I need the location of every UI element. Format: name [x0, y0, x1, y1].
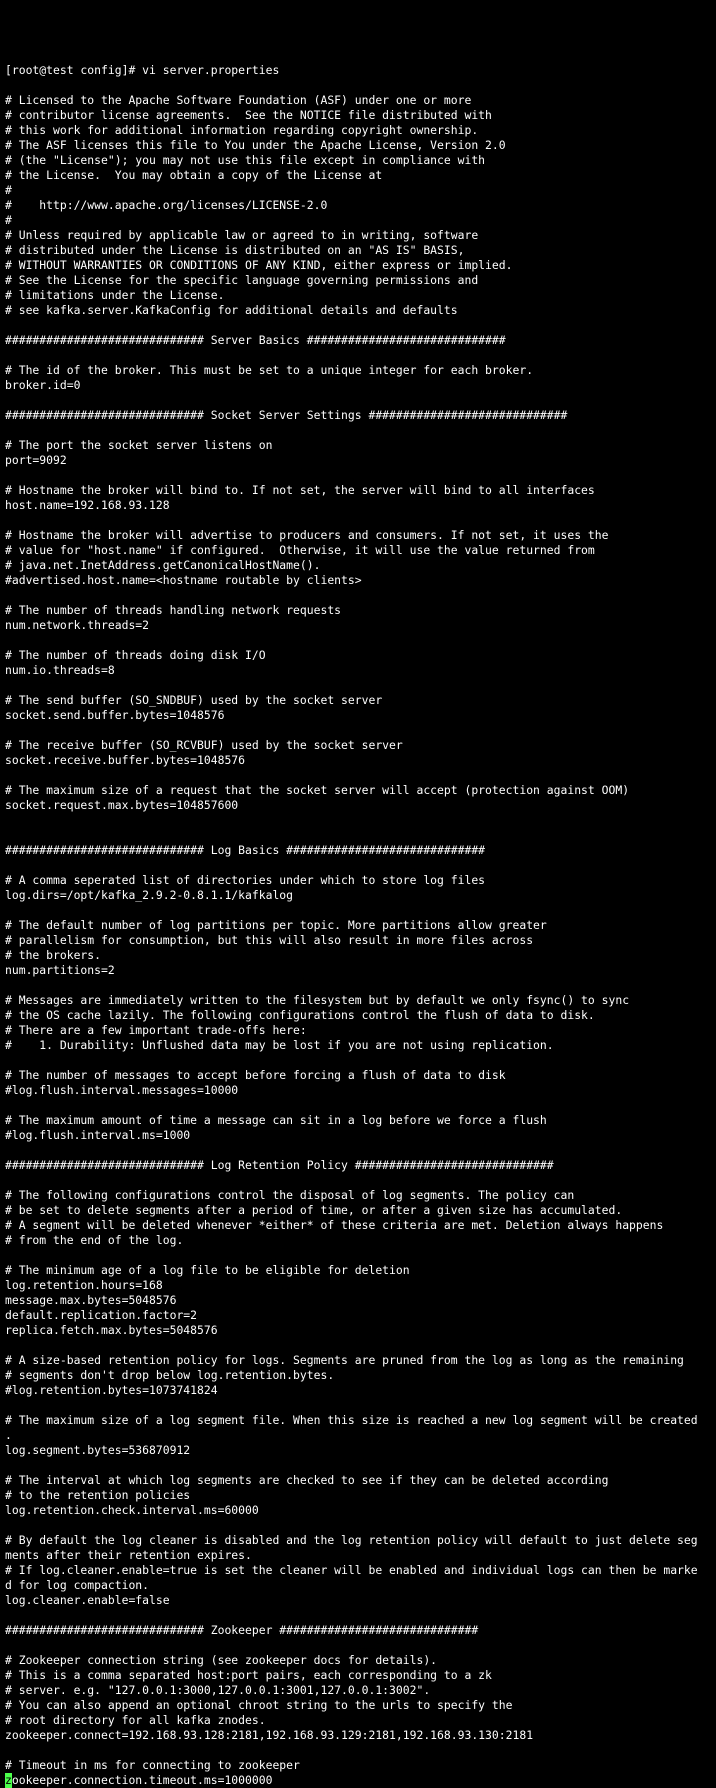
text-line	[5, 903, 711, 918]
text-line: replica.fetch.max.bytes=5048576	[5, 1323, 218, 1337]
text-line: log.segment.bytes=536870912	[5, 1443, 191, 1457]
text-line: # The send buffer (SO_SNDBUF) used by the socket server	[5, 693, 383, 707]
text-line: # The maximum size of a log segment file. When this size is reached a new log segment will be created	[5, 1413, 698, 1427]
text-line: ############################# Log Basics #############################	[5, 843, 486, 857]
text-line: # The id of the broker. This must be set to a unique integer for each broker.	[5, 363, 534, 377]
text-line: # The minimum age of a log file to be eligible for deletion	[5, 1263, 410, 1277]
text-line	[5, 1638, 711, 1653]
text-line	[5, 1458, 711, 1473]
text-line: # WITHOUT WARRANTIES OR CONDITIONS OF ANY KIND, either express or implied.	[5, 258, 513, 272]
text-line: host.name=192.168.93.128	[5, 498, 170, 512]
text-line	[5, 1608, 711, 1623]
text-line: # 1. Durability: Unflushed data may be lost if you are not using replication.	[5, 1038, 554, 1052]
text-line: num.network.threads=2	[5, 618, 150, 632]
text-line: # parallelism for consumption, but this will also result in more files across	[5, 933, 534, 947]
text-line: # the OS cache lazily. The following configurations control the flush of data to disk.	[5, 1008, 595, 1022]
text-line: # contributor license agreements. See the NOTICE file distributed with	[5, 108, 492, 122]
text-line	[5, 1743, 711, 1758]
text-line: ############################# Zookeeper #############################	[5, 1623, 479, 1637]
text-line: # The receive buffer (SO_RCVBUF) used by the socket server	[5, 738, 403, 752]
text-line: #log.retention.bytes=1073741824	[5, 1383, 218, 1397]
text-line: # Zookeeper connection string (see zookeeper docs for details).	[5, 1653, 438, 1667]
text-line: #	[5, 213, 12, 227]
text-line	[5, 393, 711, 408]
text-line: ############################# Server Basics #############################	[5, 333, 506, 347]
text-line: #log.flush.interval.ms=1000	[5, 1128, 191, 1142]
text-line: # There are a few important trade-offs here:	[5, 1023, 307, 1037]
text-line	[5, 423, 711, 438]
text-line	[5, 1518, 711, 1533]
text-line	[5, 723, 711, 738]
text-line: #log.flush.interval.messages=10000	[5, 1083, 239, 1097]
text-line: log.dirs=/opt/kafka_2.9.2-0.8.1.1/kafkalog	[5, 888, 294, 902]
text-line: # see kafka.server.KafkaConfig for additional details and defaults	[5, 303, 458, 317]
text-line: message.max.bytes=5048576	[5, 1293, 177, 1307]
text-line: # to the retention policies	[5, 1488, 191, 1502]
text-line: # The number of threads handling network requests	[5, 603, 342, 617]
text-line: socket.request.max.bytes=104857600	[5, 798, 239, 812]
text-line: # http://www.apache.org/licenses/LICENSE-2.0	[5, 198, 328, 212]
text-line	[5, 1248, 711, 1263]
text-line	[5, 1053, 711, 1068]
text-line	[5, 768, 711, 783]
text-line: log.cleaner.enable=false	[5, 1593, 170, 1607]
text-line: # A segment will be deleted whenever *either* of these criteria are met. Deletion always happens	[5, 1218, 664, 1232]
text-line: # be set to delete segments after a period of time, or after a given size has accumulated.	[5, 1203, 623, 1217]
text-line: log.retention.hours=168	[5, 1278, 163, 1292]
text-line: # this work for additional information regarding copyright ownership.	[5, 123, 479, 137]
text-line: port=9092	[5, 453, 67, 467]
text-line: # A size-based retention policy for logs. Segments are pruned from the log as long as the remaining	[5, 1353, 684, 1367]
text-line: # distributed under the License is distributed on an "AS IS" BASIS,	[5, 243, 465, 257]
text-line: # See the License for the specific language governing permissions and	[5, 273, 479, 287]
text-line: # value for "host.name" if configured. Otherwise, it will use the value returned from	[5, 543, 595, 557]
text-line	[5, 1398, 711, 1413]
text-cursor[interactable]: z	[5, 1773, 12, 1787]
text-line	[5, 318, 711, 333]
text-line: .	[5, 1428, 12, 1442]
text-line: # The port the socket server listens on	[5, 438, 273, 452]
text-line: # segments don't drop below log.retention.bytes.	[5, 1368, 335, 1382]
text-line	[5, 813, 711, 828]
text-line	[5, 633, 711, 648]
text-line: # The maximum size of a request that the socket server will accept (protection against OOM)	[5, 783, 630, 797]
text-line: log.retention.check.interval.ms=60000	[5, 1503, 259, 1517]
text-line: # from the end of the log.	[5, 1233, 184, 1247]
text-line: # Hostname the broker will advertise to producers and consumers. If not set, it uses the	[5, 528, 609, 542]
text-line: # The number of messages to accept before forcing a flush of data to disk	[5, 1068, 506, 1082]
text-line: #advertised.host.name=<hostname routable by clients>	[5, 573, 362, 587]
text-line	[5, 468, 711, 483]
text-line	[5, 1143, 711, 1158]
text-line	[5, 978, 711, 993]
text-line: ments after their retention expires.	[5, 1548, 252, 1562]
text-line	[5, 513, 711, 528]
text-line: # the License. You may obtain a copy of the License at	[5, 168, 383, 182]
text-line	[5, 1338, 711, 1353]
text-line: socket.send.buffer.bytes=1048576	[5, 708, 225, 722]
text-line: # limitations under the License.	[5, 288, 225, 302]
text-line: # The ASF licenses this file to You under the Apache License, Version 2.0	[5, 138, 506, 152]
text-line: # The following configurations control the disposal of log segments. The policy can	[5, 1188, 575, 1202]
text-line: # server. e.g. "127.0.0.1:3000,127.0.0.1:3001,127.0.0.1:3002".	[5, 1683, 431, 1697]
text-line	[5, 348, 711, 363]
text-line: d for log compaction.	[5, 1578, 150, 1592]
text-line: #	[5, 183, 12, 197]
text-line	[5, 828, 711, 843]
text-line: zookeeper.connect=192.168.93.128:2181,192.168.93.129:2181,192.168.93.130:2181	[5, 1728, 534, 1742]
text-line	[5, 78, 711, 93]
text-line: # the brokers.	[5, 948, 102, 962]
text-line	[5, 858, 711, 873]
text-line: # Unless required by applicable law or agreed to in writing, software	[5, 228, 479, 242]
text-line: ############################# Log Retention Policy #############################	[5, 1158, 554, 1172]
line-text: ookeeper.connection.timeout.ms=1000000	[11, 1773, 273, 1787]
text-line: # Licensed to the Apache Software Foundation (ASF) under one or more	[5, 93, 472, 107]
text-line: # This is a comma separated host:port pairs, each corresponding to a zk	[5, 1668, 492, 1682]
text-line	[5, 588, 711, 603]
text-line: [root@test config]# vi server.properties	[5, 63, 280, 77]
text-line: # java.net.InetAddress.getCanonicalHostName().	[5, 558, 321, 572]
text-line: broker.id=0	[5, 378, 81, 392]
text-line: # Hostname the broker will bind to. If not set, the server will bind to all interfaces	[5, 483, 595, 497]
text-line: socket.receive.buffer.bytes=1048576	[5, 753, 246, 767]
text-line: num.partitions=2	[5, 963, 115, 977]
text-line: # Messages are immediately written to the filesystem but by default we only fsync() to sync	[5, 993, 630, 1007]
text-line: # A comma seperated list of directories under which to store log files	[5, 873, 486, 887]
text-line: # The maximum amount of time a message can sit in a log before we force a flush	[5, 1113, 547, 1127]
text-line: # By default the log cleaner is disabled and the log retention policy will default to just delete seg	[5, 1533, 698, 1547]
editor-text-area[interactable]	[5, 18, 711, 1788]
text-line-with-cursor	[5, 1773, 711, 1788]
text-line	[5, 678, 711, 693]
text-line: # The number of threads doing disk I/O	[5, 648, 266, 662]
text-line	[5, 1098, 711, 1113]
text-line: # (the "License"); you may not use this file except in compliance with	[5, 153, 486, 167]
text-line: # The interval at which log segments are checked to see if they can be deleted according	[5, 1473, 609, 1487]
text-line	[5, 1173, 711, 1188]
text-line: ############################# Socket Server Settings #############################	[5, 408, 568, 422]
text-line: # root directory for all kafka znodes.	[5, 1713, 266, 1727]
text-line: default.replication.factor=2	[5, 1308, 198, 1322]
text-line: # Timeout in ms for connecting to zookeeper	[5, 1758, 300, 1772]
text-line: # You can also append an optional chroot string to the urls to specify the	[5, 1698, 513, 1712]
text-line: num.io.threads=8	[5, 663, 115, 677]
text-line: # The default number of log partitions per topic. More partitions allow greater	[5, 918, 547, 932]
text-line: # If log.cleaner.enable=true is set the cleaner will be enabled and individual logs can then be marke	[5, 1563, 698, 1577]
